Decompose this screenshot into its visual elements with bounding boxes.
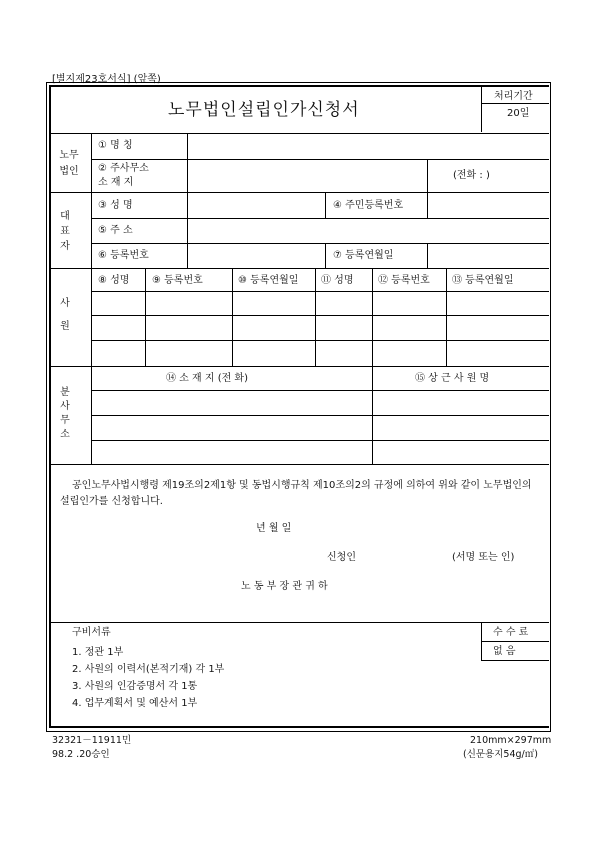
rep-section-line-1: 대 [60, 211, 70, 222]
processing-period-label: 처리기간 [494, 91, 533, 102]
statement-text: 공인노무사법시행령 제19조의2제1항 및 동법시행규칙 제10조의2의 규정에 의하여 위와 같이 노무법인의 설립인가를 신청합니다. [60, 480, 532, 507]
footer-form-code: 32321－11911민 [52, 735, 132, 746]
document-item-2: 2. 사원의 이력서(본적기재) 각 1부 [72, 664, 225, 675]
corp-address-label-1: ② 주사무소 [98, 163, 149, 174]
footer-approval: 98.2 .20승인 [52, 749, 110, 760]
branch-section-line-3: 무 [60, 415, 70, 426]
date-line: 년 월 일 [256, 523, 292, 534]
member-header-name: ⑧ 성명 [98, 275, 130, 286]
signature-label: (서명 또는 인) [452, 552, 515, 563]
applicant-label: 신청인 [327, 552, 356, 563]
rep-section-label [58, 212, 72, 252]
form-label: [별지제23호서식] (앞쪽) [52, 74, 161, 85]
member-header-reg-date: ⑩ 등록연월일 [238, 275, 299, 286]
corp-section-line-1: 노무 [59, 150, 79, 161]
fee-label: 수 수 료 [493, 627, 529, 638]
branch-section-line-2: 사 [60, 401, 70, 412]
footer-paper-size: 210mm×297mm [470, 735, 552, 746]
members-section-line-1: 사 [60, 298, 70, 309]
addressee: 노 동 부 장 관 귀 하 [241, 581, 328, 592]
corp-section-label [57, 151, 81, 177]
footer-paper-type: (신문용지54g/㎡) [463, 749, 538, 760]
rep-section-line-2: 표 [60, 226, 70, 237]
rep-name-label: ③ 성 명 [98, 200, 133, 211]
corp-phone-label: (전화 : ) [453, 170, 490, 181]
member-header-reg-date-2: ⑬ 등록연월일 [452, 275, 514, 286]
rep-section-line-3: 자 [60, 241, 70, 252]
branch-address-header: ⑭ 소 재 지 (전 화) [166, 373, 248, 384]
rep-rrn-label: ④ 주민등록번호 [333, 200, 404, 211]
documents-label: 구비서류 [72, 627, 111, 638]
corp-section-line-2: 법인 [59, 166, 79, 177]
members-section-label [58, 299, 72, 332]
corp-address-label-2: 소 재 지 [98, 177, 134, 188]
rep-reg-date-label: ⑦ 등록연월일 [333, 250, 394, 261]
rep-address-label: ⑤ 주 소 [98, 225, 133, 236]
branch-section-line-1: 분 [60, 387, 70, 398]
branch-section-label [58, 388, 72, 440]
branch-staff-header: ⑮ 상 근 사 원 명 [415, 373, 490, 384]
document-item-1: 1. 정관 1부 [72, 647, 124, 658]
rep-reg-no-label: ⑥ 등록번호 [98, 250, 149, 261]
fee-value: 없 음 [493, 646, 516, 657]
corp-name-label: ① 명 칭 [98, 140, 133, 151]
branch-section-line-4: 소 [60, 429, 70, 440]
member-header-name-2: ⑪ 성명 [321, 275, 354, 286]
member-header-reg-no-2: ⑫ 등록번호 [378, 275, 430, 286]
member-header-reg-no: ⑨ 등록번호 [152, 275, 203, 286]
form-title: 노무법인설립인가신청서 [168, 100, 360, 120]
document-item-3: 3. 사원의 인감증명서 각 1통 [72, 681, 198, 692]
document-item-4: 4. 업무계획서 및 예산서 1부 [72, 698, 198, 709]
processing-period-value: 20일 [507, 108, 530, 119]
members-section-line-2: 원 [60, 321, 70, 332]
